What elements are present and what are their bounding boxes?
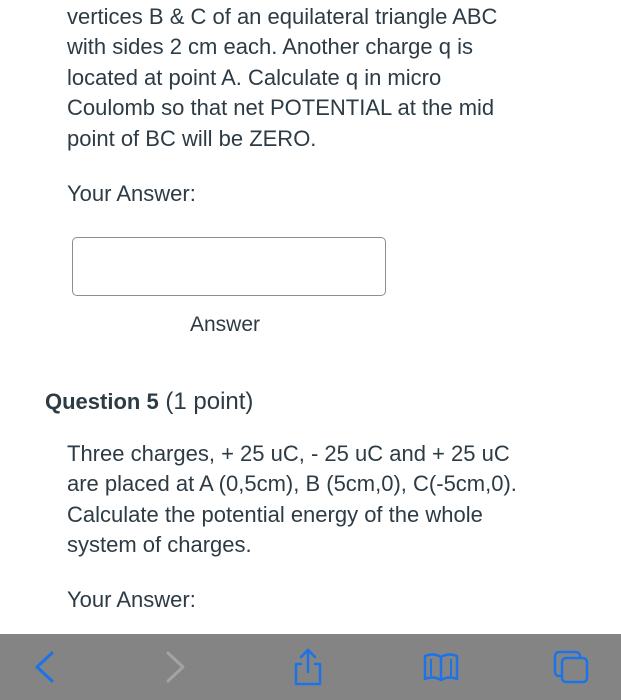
share-icon bbox=[292, 647, 324, 687]
question-4-line: point of BC will be ZERO. bbox=[67, 125, 317, 151]
bookmarks-icon bbox=[423, 652, 459, 682]
answer-input[interactable] bbox=[72, 237, 386, 296]
question-5-line: system of charges. bbox=[67, 532, 252, 558]
question-4-text bbox=[67, 2, 587, 154]
tabs-button[interactable] bbox=[541, 634, 601, 700]
question-4-line: located at point A. Calculate q in micro bbox=[67, 64, 442, 90]
question-4-line: with sides 2 cm each. Another charge q is bbox=[67, 34, 473, 60]
forward-button[interactable] bbox=[146, 634, 206, 700]
back-button[interactable] bbox=[14, 634, 74, 700]
tabs-icon bbox=[552, 649, 590, 685]
back-icon bbox=[33, 650, 55, 684]
your-answer-label: Your Answer: bbox=[67, 587, 196, 612]
question-4-line: Coulomb so that net POTENTIAL at the mid bbox=[67, 95, 495, 121]
question-5-line: Calculate the potential energy of the whole bbox=[67, 501, 483, 527]
browser-toolbar bbox=[0, 634, 621, 700]
question-4-line: vertices B & C of an equilateral triangle ABC bbox=[67, 4, 498, 29]
your-answer-label: Your Answer: bbox=[67, 181, 196, 206]
question-5-points: (1 point) bbox=[165, 388, 254, 415]
question-5-line: Three charges, + 25 uC, - 25 uC and + 25 uC bbox=[67, 441, 510, 466]
share-button[interactable] bbox=[278, 634, 338, 700]
forward-icon bbox=[165, 650, 187, 684]
question-5-text bbox=[67, 439, 597, 561]
question-5-header bbox=[45, 388, 253, 416]
answer-button[interactable]: Answer bbox=[190, 313, 261, 336]
bookmarks-button[interactable] bbox=[411, 634, 471, 700]
question-5-title: Question 5 bbox=[45, 389, 159, 414]
question-5-line: are placed at A (0,5cm), B (5cm,0), C(-5cm,0). bbox=[67, 471, 517, 497]
